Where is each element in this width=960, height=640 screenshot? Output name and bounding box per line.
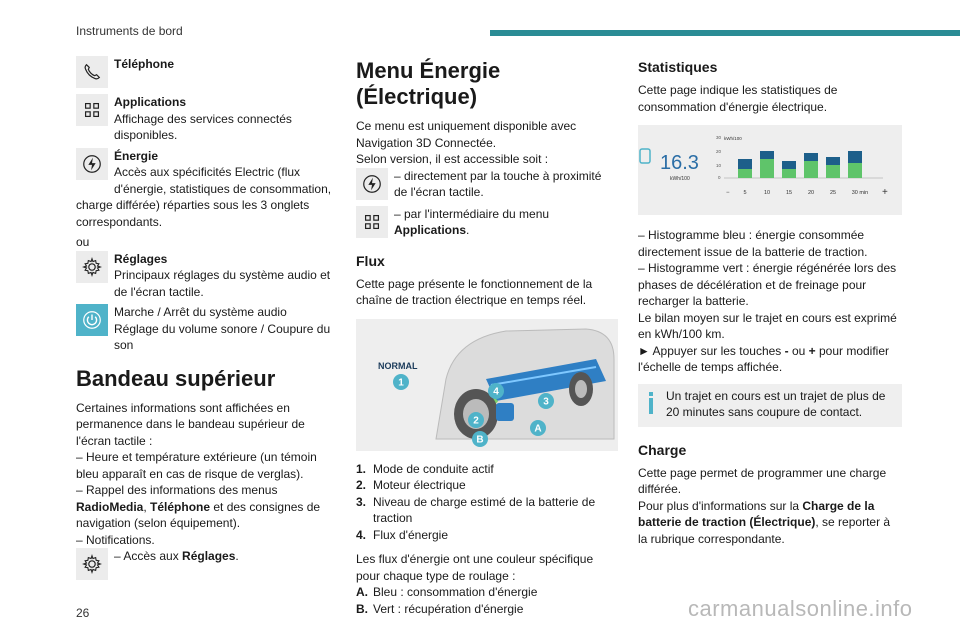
paragraph: – Heure et température extérieure (un témoin bleu apparaît en cas de risque de verglas).	[76, 450, 317, 481]
green-bar	[826, 165, 840, 178]
paragraph: Certaines informations sont affichées en permanence dans le bandeau supérieur de l'écran tactile :	[76, 400, 305, 448]
item-desc: Affichage des services connectés disponibles.	[114, 111, 292, 142]
lightning-icon	[356, 168, 388, 200]
svg-text:4: 4	[493, 386, 499, 397]
flux-color-list	[356, 584, 618, 617]
header-accent-bar	[490, 30, 960, 36]
plus-button-label: +	[882, 187, 888, 198]
item-reglages	[76, 251, 332, 301]
list-item: 1. Mode de conduite actif	[356, 461, 494, 476]
marker-3	[538, 393, 554, 409]
or-text: ou	[76, 235, 90, 249]
green-bar	[738, 169, 752, 178]
mode-label: NORMAL	[378, 360, 418, 371]
subsection-heading: Charge	[638, 441, 687, 458]
green-bar	[848, 163, 862, 178]
lightning-icon	[76, 148, 108, 180]
flux-diagram	[356, 319, 618, 451]
list-item: 3. Niveau de charge estimé de la batterie de traction	[356, 494, 596, 525]
column-middle	[356, 56, 618, 617]
apps-grid-icon	[356, 206, 388, 238]
y-unit: kWh/100	[724, 136, 742, 141]
svg-text:B: B	[476, 434, 484, 445]
marker-1	[393, 374, 409, 390]
item-title: Téléphone	[114, 57, 175, 71]
item-desc: Marche / Arrêt du système audio	[114, 305, 287, 319]
paragraph: Cette page indique les statistiques de consommation d'énergie électrique.	[638, 83, 838, 114]
stats-histogram	[638, 125, 902, 215]
y-tick: 0	[718, 175, 721, 180]
list-item: B. Vert : récupération d'énergie	[356, 601, 524, 616]
section-heading: Menu Énergie (Électrique)	[356, 58, 501, 109]
power-knob-icon	[76, 304, 108, 336]
list-item: A. Bleu : consommation d'énergie	[356, 585, 538, 599]
green-bar	[760, 159, 774, 178]
gear-icon	[76, 548, 108, 580]
item-title: Réglages	[114, 251, 168, 266]
item-desc: Réglage du volume sonore / Coupure du son	[114, 321, 331, 352]
column-right	[638, 56, 902, 547]
y-tick: 30	[716, 135, 722, 140]
x-tick: 20	[807, 190, 815, 196]
paragraph: Cette page présente le fonctionnement de la chaîne de traction électrique en temps réel.	[356, 276, 593, 307]
x-tick: 10	[763, 190, 771, 196]
running-header: Instruments de bord	[76, 24, 183, 38]
section-heading: Bandeau supérieur	[76, 365, 276, 391]
marker-4	[488, 383, 504, 399]
marker-B	[472, 431, 488, 447]
average-unit: kWh/100	[670, 176, 690, 182]
item-title: Applications	[114, 95, 187, 109]
item-desc: Accès aux spécificités Electric (flux d'énergie, statistiques de consommation, charge différée) réparties sous les 3 onglets correspondants.	[76, 165, 332, 229]
x-tick: 30 min	[851, 190, 869, 196]
gear-icon	[76, 251, 108, 283]
option-applications: – par l'intermédiaire du menu Applications.	[356, 206, 618, 240]
svg-text:3: 3	[543, 396, 549, 407]
stats-screen	[638, 125, 902, 215]
green-bar	[782, 169, 796, 178]
paragraph: – Histogramme bleu : énergie consommée directement issue de la batterie de traction.	[638, 228, 868, 259]
marker-2	[468, 412, 484, 428]
paragraph: – Notifications.	[76, 532, 155, 547]
minus-button-label: −	[726, 190, 730, 196]
item-desc: Principaux réglages du système audio et de l'écran tactile.	[114, 268, 331, 299]
paragraph: Ce menu est uniquement disponible avec Navigation 3D Connectée.	[356, 119, 577, 150]
marker-A	[530, 420, 546, 436]
page-number: 26	[76, 606, 90, 620]
motor-shape	[496, 403, 514, 421]
list-item: 2. Moteur électrique	[356, 478, 466, 492]
watermark: carmanualsonline.info	[688, 596, 913, 621]
item-power	[76, 304, 332, 354]
item-telephone	[76, 56, 332, 90]
phone-icon	[76, 56, 108, 88]
subsection-heading: Statistiques	[638, 59, 718, 75]
item-energie	[76, 148, 332, 231]
fuel-pump-icon	[640, 149, 650, 163]
paragraph: Le bilan moyen sur le trajet en cours est exprimé en kWh/100 km.	[638, 310, 897, 341]
x-tick: 15	[785, 190, 793, 196]
info-note: Un trajet en cours est un trajet de plus de 20 minutes sans coupure de contact.	[638, 384, 902, 427]
svg-text:2: 2	[473, 415, 479, 426]
apps-grid-icon	[76, 94, 108, 126]
paragraph: ► Appuyer sur les touches - ou + pour modifier l'échelle de temps affichée.	[638, 343, 890, 374]
option-direct: – directement par la touche à proximité de l'écran tactile.	[356, 168, 618, 202]
flux-legend-list	[356, 461, 618, 544]
average-value: 16.3	[660, 152, 699, 174]
x-tick: 25	[829, 190, 837, 196]
svg-text:A: A	[534, 423, 542, 434]
info-icon	[648, 392, 654, 414]
x-tick: 5	[743, 190, 747, 196]
paragraph: Cette page permet de programmer une charge différée.	[638, 465, 887, 496]
green-bar	[804, 161, 818, 178]
paragraph: Pour plus d'informations sur la Charge de la batterie de traction (Électrique), se reporter à la rubrique correspondante.	[638, 498, 891, 546]
y-tick: 10	[716, 163, 722, 168]
subsection-heading: Flux	[356, 252, 385, 269]
item-title: Énergie	[114, 148, 159, 163]
column-left	[76, 56, 332, 586]
svg-text:1: 1	[398, 377, 404, 388]
paragraph: Selon version, il est accessible soit :	[356, 152, 549, 166]
item-applications	[76, 94, 332, 144]
y-tick: 20	[716, 149, 722, 154]
paragraph: Les flux d'énergie ont une couleur spécifique pour chaque type de roulage :	[356, 552, 594, 583]
paragraph: – Histogramme vert : énergie régénérée lors des phases de décélération et de freinage pour recharger la batterie.	[638, 261, 897, 308]
paragraph: – Rappel des informations des menus RadioMedia, Téléphone et des consignes de navigation (selon équipement).	[76, 483, 321, 530]
list-item: 4. Flux d'énergie	[356, 527, 448, 542]
item-reglages-access: – Accès aux Réglages.	[76, 548, 332, 582]
